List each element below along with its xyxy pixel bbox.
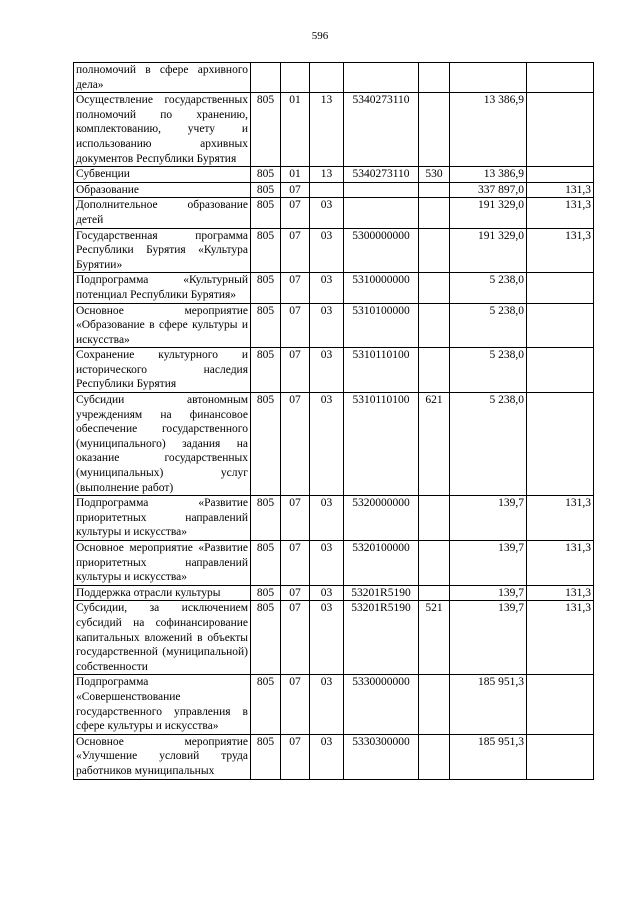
ministry-code-cell <box>251 63 281 93</box>
ministry-code-cell: 805 <box>251 228 281 273</box>
table-row <box>74 273 594 303</box>
percent-cell: 131,3 <box>527 198 594 228</box>
expense-type-code-cell <box>419 273 450 303</box>
row-name-cell: Основное мероприятие «Развитие приоритетных направлений культуры и искусства» <box>74 541 251 586</box>
section-code-cell: 07 <box>281 734 310 779</box>
percent-cell: 131,3 <box>527 541 594 586</box>
amount-cell: 13 386,9 <box>450 93 527 167</box>
section-code-cell: 07 <box>281 303 310 348</box>
expense-type-code-cell <box>419 303 450 348</box>
percent-cell: 131,3 <box>527 182 594 198</box>
table-row <box>74 675 594 734</box>
table-row <box>74 601 594 675</box>
section-code-cell: 07 <box>281 393 310 496</box>
target-article-code-cell: 5330000000 <box>344 675 419 734</box>
expense-type-code-cell: 621 <box>419 393 450 496</box>
table-body <box>74 63 594 780</box>
percent-cell <box>527 393 594 496</box>
ministry-code-cell: 805 <box>251 273 281 303</box>
amount-cell: 139,7 <box>450 601 527 675</box>
amount-cell <box>450 63 527 93</box>
row-name-cell: Поддержка отрасли культуры <box>74 585 251 601</box>
target-article-code-cell: 5340273110 <box>344 167 419 183</box>
section-code-cell: 07 <box>281 541 310 586</box>
percent-cell <box>527 93 594 167</box>
table-row <box>74 393 594 496</box>
section-code-cell: 07 <box>281 228 310 273</box>
subsection-code-cell <box>310 182 344 198</box>
table-row <box>74 496 594 541</box>
ministry-code-cell: 805 <box>251 496 281 541</box>
subsection-code-cell: 03 <box>310 541 344 586</box>
expense-type-code-cell <box>419 675 450 734</box>
table-row <box>74 198 594 228</box>
amount-cell: 5 238,0 <box>450 393 527 496</box>
table-row <box>74 93 594 167</box>
ministry-code-cell: 805 <box>251 303 281 348</box>
amount-cell: 5 238,0 <box>450 273 527 303</box>
subsection-code-cell: 03 <box>310 585 344 601</box>
row-name-cell: Сохранение культурного и исторического наследия Республики Бурятия <box>74 348 251 393</box>
expense-type-code-cell <box>419 228 450 273</box>
table-row <box>74 734 594 779</box>
subsection-code-cell: 03 <box>310 496 344 541</box>
percent-cell: 131,3 <box>527 585 594 601</box>
expense-type-code-cell <box>419 496 450 541</box>
expense-type-code-cell <box>419 541 450 586</box>
expense-type-code-cell <box>419 198 450 228</box>
table-row <box>74 63 594 93</box>
amount-cell: 13 386,9 <box>450 167 527 183</box>
section-code-cell <box>281 63 310 93</box>
amount-cell: 191 329,0 <box>450 228 527 273</box>
target-article-code-cell: 5310110100 <box>344 393 419 496</box>
table-row <box>74 541 594 586</box>
section-code-cell: 07 <box>281 675 310 734</box>
ministry-code-cell: 805 <box>251 601 281 675</box>
target-article-code-cell: 5320000000 <box>344 496 419 541</box>
target-article-code-cell: 5330300000 <box>344 734 419 779</box>
ministry-code-cell: 805 <box>251 93 281 167</box>
amount-cell: 185 951,3 <box>450 734 527 779</box>
subsection-code-cell: 03 <box>310 393 344 496</box>
section-code-cell: 07 <box>281 601 310 675</box>
target-article-code-cell <box>344 198 419 228</box>
expense-type-code-cell <box>419 734 450 779</box>
percent-cell <box>527 734 594 779</box>
percent-cell <box>527 675 594 734</box>
target-article-code-cell: 5340273110 <box>344 93 419 167</box>
percent-cell: 131,3 <box>527 496 594 541</box>
subsection-code-cell: 13 <box>310 93 344 167</box>
target-article-code-cell: 5320100000 <box>344 541 419 586</box>
amount-cell: 139,7 <box>450 496 527 541</box>
subsection-code-cell: 03 <box>310 273 344 303</box>
section-code-cell: 07 <box>281 585 310 601</box>
table-row <box>74 348 594 393</box>
ministry-code-cell: 805 <box>251 167 281 183</box>
page-number: 596 <box>311 30 329 42</box>
subsection-code-cell: 03 <box>310 198 344 228</box>
subsection-code-cell: 03 <box>310 228 344 273</box>
ministry-code-cell: 805 <box>251 182 281 198</box>
subsection-code-cell: 03 <box>310 601 344 675</box>
ministry-code-cell: 805 <box>251 675 281 734</box>
expense-type-code-cell <box>419 63 450 93</box>
amount-cell: 139,7 <box>450 541 527 586</box>
expense-type-code-cell: 521 <box>419 601 450 675</box>
table-row <box>74 167 594 183</box>
ministry-code-cell: 805 <box>251 585 281 601</box>
subsection-code-cell: 03 <box>310 348 344 393</box>
percent-cell <box>527 167 594 183</box>
row-name-cell: Субвенции <box>74 167 251 183</box>
section-code-cell: 07 <box>281 182 310 198</box>
row-name-cell: Субсидии, за исключением субсидий на софинансирование капитальных вложений в объекты государственной (муниципальной) собственности <box>74 601 251 675</box>
amount-cell: 139,7 <box>450 585 527 601</box>
section-code-cell: 07 <box>281 496 310 541</box>
subsection-code-cell: 03 <box>310 734 344 779</box>
ministry-code-cell: 805 <box>251 198 281 228</box>
target-article-code-cell: 53201R5190 <box>344 601 419 675</box>
amount-cell: 191 329,0 <box>450 198 527 228</box>
subsection-code-cell: 03 <box>310 303 344 348</box>
row-name-cell: Субсидии автономным учреждениям на финансовое обеспечение государственного (муниципального) задания на оказание государственных (муниципальных) услуг (выполнение работ) <box>74 393 251 496</box>
section-code-cell: 01 <box>281 167 310 183</box>
table-row <box>74 182 594 198</box>
percent-cell <box>527 63 594 93</box>
section-code-cell: 07 <box>281 348 310 393</box>
expense-type-code-cell: 530 <box>419 167 450 183</box>
expense-type-code-cell <box>419 585 450 601</box>
expense-type-code-cell <box>419 93 450 167</box>
ministry-code-cell: 805 <box>251 393 281 496</box>
percent-cell: 131,3 <box>527 228 594 273</box>
target-article-code-cell: 5310000000 <box>344 273 419 303</box>
row-name-cell: Государственная программа Республики Бурятия «Культура Бурятии» <box>74 228 251 273</box>
table-row <box>74 585 594 601</box>
row-name-cell: Образование <box>74 182 251 198</box>
target-article-code-cell: 5310110100 <box>344 348 419 393</box>
percent-cell <box>527 348 594 393</box>
subsection-code-cell <box>310 63 344 93</box>
amount-cell: 5 238,0 <box>450 303 527 348</box>
percent-cell <box>527 273 594 303</box>
row-name-cell: Подпрограмма «Развитие приоритетных направлений культуры и искусства» <box>74 496 251 541</box>
section-code-cell: 07 <box>281 273 310 303</box>
percent-cell: 131,3 <box>527 601 594 675</box>
budget-table <box>73 62 594 780</box>
target-article-code-cell <box>344 63 419 93</box>
expense-type-code-cell <box>419 182 450 198</box>
subsection-code-cell: 03 <box>310 675 344 734</box>
target-article-code-cell: 5300000000 <box>344 228 419 273</box>
table-row <box>74 228 594 273</box>
ministry-code-cell: 805 <box>251 734 281 779</box>
amount-cell: 5 238,0 <box>450 348 527 393</box>
target-article-code-cell <box>344 182 419 198</box>
target-article-code-cell: 53201R5190 <box>344 585 419 601</box>
ministry-code-cell: 805 <box>251 541 281 586</box>
subsection-code-cell: 13 <box>310 167 344 183</box>
row-name-cell: Подпрограмма «Культурный потенциал Республики Бурятия» <box>74 273 251 303</box>
row-name-cell: полномочий в сфере архивного дела» <box>74 63 251 93</box>
section-code-cell: 01 <box>281 93 310 167</box>
section-code-cell: 07 <box>281 198 310 228</box>
percent-cell <box>527 303 594 348</box>
row-name-cell: Осуществление государственных полномочий по хранению, комплектованию, учету и использованию архивных документов Республики Бурятия <box>74 93 251 167</box>
target-article-code-cell: 5310100000 <box>344 303 419 348</box>
row-name-cell: Основное мероприятие «Образование в сфере культуры и искусства» <box>74 303 251 348</box>
row-name-cell: Подпрограмма «Совершенствование государственного управления в сфере культуры и искусства» <box>74 675 251 734</box>
amount-cell: 185 951,3 <box>450 675 527 734</box>
row-name-cell: Основное мероприятие «Улучшение условий труда работников муниципальных <box>74 734 251 779</box>
amount-cell: 337 897,0 <box>450 182 527 198</box>
table-row <box>74 303 594 348</box>
expense-type-code-cell <box>419 348 450 393</box>
ministry-code-cell: 805 <box>251 348 281 393</box>
row-name-cell: Дополнительное образование детей <box>74 198 251 228</box>
